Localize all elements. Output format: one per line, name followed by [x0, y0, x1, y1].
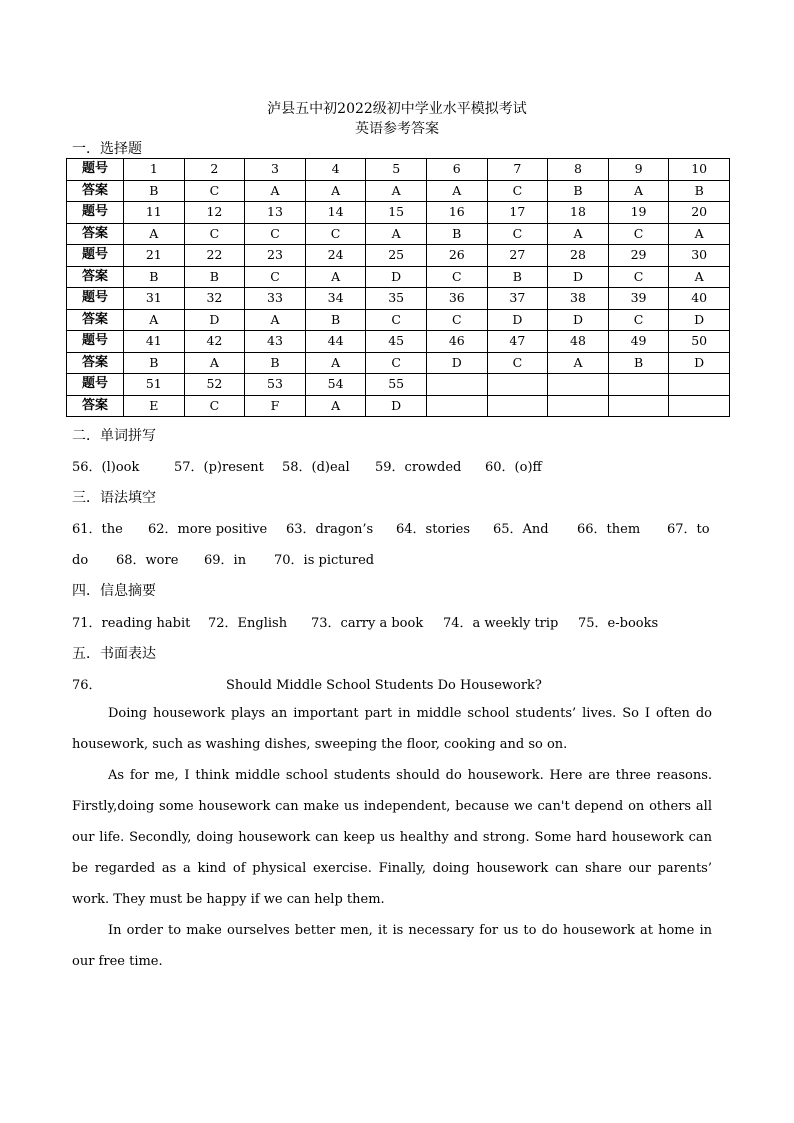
row-label-answer: 答案 [67, 352, 124, 374]
question-number-cell: 43 [245, 331, 306, 353]
question-number-cell: 11 [124, 202, 185, 224]
question-number-cell [487, 374, 548, 396]
question-number-cell: 1 [124, 159, 185, 181]
answer-64: 64．stories [396, 522, 471, 537]
row-label-question: 题号 [67, 374, 124, 396]
question-number-cell: 36 [426, 288, 487, 310]
question-number-cell: 49 [608, 331, 669, 353]
question-number-cell: 4 [305, 159, 366, 181]
essay-paragraph-1: Doing housework plays an important part in middle school students’ lives. So I often do housework, such as washing dishes, sweeping the floor, cooking and so on. [72, 706, 712, 752]
question-number-cell: 53 [245, 374, 306, 396]
answer-cell: D [184, 309, 245, 331]
answer-cell: A [305, 395, 366, 417]
answer-cell [426, 395, 487, 417]
answer-61: 61．the [72, 522, 123, 537]
question-number-cell: 38 [548, 288, 609, 310]
section1-title: 一．选择题 [72, 141, 142, 157]
essay-heading [72, 674, 542, 693]
answer-cell: C [426, 266, 487, 288]
question-number-cell [608, 374, 669, 396]
answer-cell: D [487, 309, 548, 331]
answer-cell: D [669, 309, 730, 331]
answer-table [66, 158, 730, 417]
answer-cell: A [305, 352, 366, 374]
question-number-cell: 48 [548, 331, 609, 353]
answer-cell: B [548, 180, 609, 202]
answer-62: 62．more positive [148, 522, 268, 537]
row-label-answer: 答案 [67, 223, 124, 245]
question-number-cell: 14 [305, 202, 366, 224]
answer-71: 71．reading habit [72, 616, 191, 631]
question-number-cell: 45 [366, 331, 427, 353]
answer-cell: C [608, 266, 669, 288]
question-number-cell: 28 [548, 245, 609, 267]
answer-67-cont: do [72, 553, 89, 568]
question-number-cell: 40 [669, 288, 730, 310]
question-number-cell: 50 [669, 331, 730, 353]
question-number-cell: 30 [669, 245, 730, 267]
question-number-cell: 55 [366, 374, 427, 396]
answer-cell [669, 395, 730, 417]
answer-cell: C [305, 223, 366, 245]
question-number-row [67, 202, 730, 224]
question-number-cell: 54 [305, 374, 366, 396]
question-number-cell: 37 [487, 288, 548, 310]
row-label-question: 题号 [67, 288, 124, 310]
answer-cell: B [124, 180, 185, 202]
answer-cell: D [548, 266, 609, 288]
answer-row [67, 180, 730, 202]
row-label-question: 题号 [67, 331, 124, 353]
question-number-cell: 26 [426, 245, 487, 267]
question-number-cell: 52 [184, 374, 245, 396]
section5-title: 五．书面表达 [72, 646, 156, 662]
answer-63: 63．dragon’s [286, 522, 374, 537]
answer-60: 60．(o)ff [485, 460, 542, 475]
answer-cell: B [184, 266, 245, 288]
question-number-row [67, 159, 730, 181]
essay-title: Should Middle School Students Do Housework? [226, 678, 542, 693]
answer-cell: C [487, 180, 548, 202]
question-number-cell: 7 [487, 159, 548, 181]
question-number-cell: 10 [669, 159, 730, 181]
question-number-cell: 16 [426, 202, 487, 224]
question-number-cell: 42 [184, 331, 245, 353]
answer-75: 75．e-books [578, 616, 659, 631]
question-number-cell [669, 374, 730, 396]
answer-cell: B [669, 180, 730, 202]
row-label-answer: 答案 [67, 395, 124, 417]
answer-cell: C [608, 223, 669, 245]
question-number-cell: 29 [608, 245, 669, 267]
answer-cell: A [305, 266, 366, 288]
question-number-cell: 35 [366, 288, 427, 310]
question-number-cell: 51 [124, 374, 185, 396]
answer-cell: D [366, 395, 427, 417]
answer-58: 58．(d)eal [282, 460, 350, 475]
answer-row [67, 223, 730, 245]
answer-cell: D [426, 352, 487, 374]
question-number-cell [548, 374, 609, 396]
answer-cell: A [548, 352, 609, 374]
answer-cell: C [366, 309, 427, 331]
answer-cell: C [487, 352, 548, 374]
question-number-cell: 22 [184, 245, 245, 267]
answer-cell [548, 395, 609, 417]
section4-answers [72, 612, 658, 631]
essay-paragraph-3: In order to make ourselves better men, it is necessary for us to do housework at home in our free time. [72, 923, 712, 969]
question-number-cell: 2 [184, 159, 245, 181]
answer-row [67, 266, 730, 288]
answer-row [67, 309, 730, 331]
answer-cell: C [184, 223, 245, 245]
question-number-row [67, 331, 730, 353]
answer-56: 56．(l)ook [72, 460, 140, 475]
answer-cell: A [245, 309, 306, 331]
question-number-cell: 46 [426, 331, 487, 353]
question-number-row [67, 288, 730, 310]
answer-70: 70．is pictured [274, 553, 375, 568]
essay-paragraph-2: As for me, I think middle school students should do housework. Here are three reasons. Firstly,doing some housework can make us independent, because we can't depend on others all our life. Secondly, doing housework can keep us healthy and strong. Some hard housework can be regarded as a kind of physical exercise. Finally, doing housework can share our parents’ work. They must be happy if we can help them. [72, 768, 712, 907]
answer-cell [487, 395, 548, 417]
answer-69: 69．in [204, 553, 247, 568]
answer-cell [608, 395, 669, 417]
answer-cell: A [608, 180, 669, 202]
answer-cell: B [124, 352, 185, 374]
answer-cell: D [366, 266, 427, 288]
question-number-cell: 6 [426, 159, 487, 181]
question-number-cell: 15 [366, 202, 427, 224]
answer-cell: A [548, 223, 609, 245]
question-number-cell: 5 [366, 159, 427, 181]
answer-57: 57．(p)resent [174, 460, 264, 475]
question-number-cell: 18 [548, 202, 609, 224]
answer-cell: F [245, 395, 306, 417]
answer-cell: A [124, 223, 185, 245]
row-label-question: 题号 [67, 245, 124, 267]
answer-cell: B [245, 352, 306, 374]
question-number-cell: 3 [245, 159, 306, 181]
question-number-cell: 24 [305, 245, 366, 267]
answer-74: 74．a weekly trip [443, 616, 559, 631]
question-number-cell: 31 [124, 288, 185, 310]
answer-59: 59．crowded [375, 460, 462, 475]
answer-66: 66．them [577, 522, 641, 537]
answer-cell: A [124, 309, 185, 331]
question-number: 76． [72, 678, 102, 693]
question-number-cell: 47 [487, 331, 548, 353]
question-number-cell: 19 [608, 202, 669, 224]
answer-cell: B [608, 352, 669, 374]
answer-cell: C [426, 309, 487, 331]
answer-68: 68．wore [116, 553, 179, 568]
answer-row [67, 352, 730, 374]
answer-cell: A [184, 352, 245, 374]
row-label-answer: 答案 [67, 266, 124, 288]
answer-cell: A [245, 180, 306, 202]
essay-body [72, 698, 712, 977]
answer-cell: B [305, 309, 366, 331]
answer-cell: B [124, 266, 185, 288]
answer-cell: A [669, 266, 730, 288]
answer-cell: A [426, 180, 487, 202]
question-number-cell: 17 [487, 202, 548, 224]
row-label-question: 题号 [67, 202, 124, 224]
section4-title: 四．信息摘要 [72, 583, 156, 599]
question-number-cell: 44 [305, 331, 366, 353]
question-number-cell: 9 [608, 159, 669, 181]
section2-title: 二．单词拼写 [72, 428, 156, 444]
question-number-cell [426, 374, 487, 396]
answer-73: 73．carry a book [311, 616, 424, 631]
question-number-row [67, 245, 730, 267]
question-number-cell: 20 [669, 202, 730, 224]
answer-65: 65．And [493, 522, 549, 537]
answer-cell: A [669, 223, 730, 245]
question-number-cell: 39 [608, 288, 669, 310]
question-number-cell: 27 [487, 245, 548, 267]
question-number-cell: 41 [124, 331, 185, 353]
answer-cell: C [487, 223, 548, 245]
question-number-cell: 12 [184, 202, 245, 224]
answer-cell: C [245, 223, 306, 245]
row-label-answer: 答案 [67, 180, 124, 202]
question-number-cell: 32 [184, 288, 245, 310]
question-number-cell: 8 [548, 159, 609, 181]
answer-cell: C [366, 352, 427, 374]
section3-title: 三．语法填空 [72, 490, 156, 506]
question-number-cell: 25 [366, 245, 427, 267]
answer-cell: A [366, 223, 427, 245]
answer-cell: D [669, 352, 730, 374]
answer-cell: A [305, 180, 366, 202]
answer-cell: B [426, 223, 487, 245]
document-subtitle: 英语参考答案 [355, 121, 439, 137]
question-number-cell: 21 [124, 245, 185, 267]
answer-cell: A [366, 180, 427, 202]
answer-72: 72．English [208, 616, 288, 631]
section3-answers-line2 [72, 549, 374, 568]
row-label-answer: 答案 [67, 309, 124, 331]
answer-cell: B [487, 266, 548, 288]
question-number-cell: 13 [245, 202, 306, 224]
answer-cell: D [548, 309, 609, 331]
question-number-row [67, 374, 730, 396]
answer-cell: C [245, 266, 306, 288]
question-number-cell: 33 [245, 288, 306, 310]
answer-row [67, 395, 730, 417]
section2-answers [72, 456, 542, 475]
question-number-cell: 34 [305, 288, 366, 310]
document-title: 泸县五中初2022级初中学业水平模拟考试 [267, 101, 527, 117]
answer-cell: E [124, 395, 185, 417]
question-number-cell: 23 [245, 245, 306, 267]
answer-67: 67．to [667, 522, 710, 537]
answer-cell: C [184, 395, 245, 417]
section3-answers-line1 [72, 518, 710, 537]
answer-cell: C [184, 180, 245, 202]
row-label-question: 题号 [67, 159, 124, 181]
answer-cell: C [608, 309, 669, 331]
